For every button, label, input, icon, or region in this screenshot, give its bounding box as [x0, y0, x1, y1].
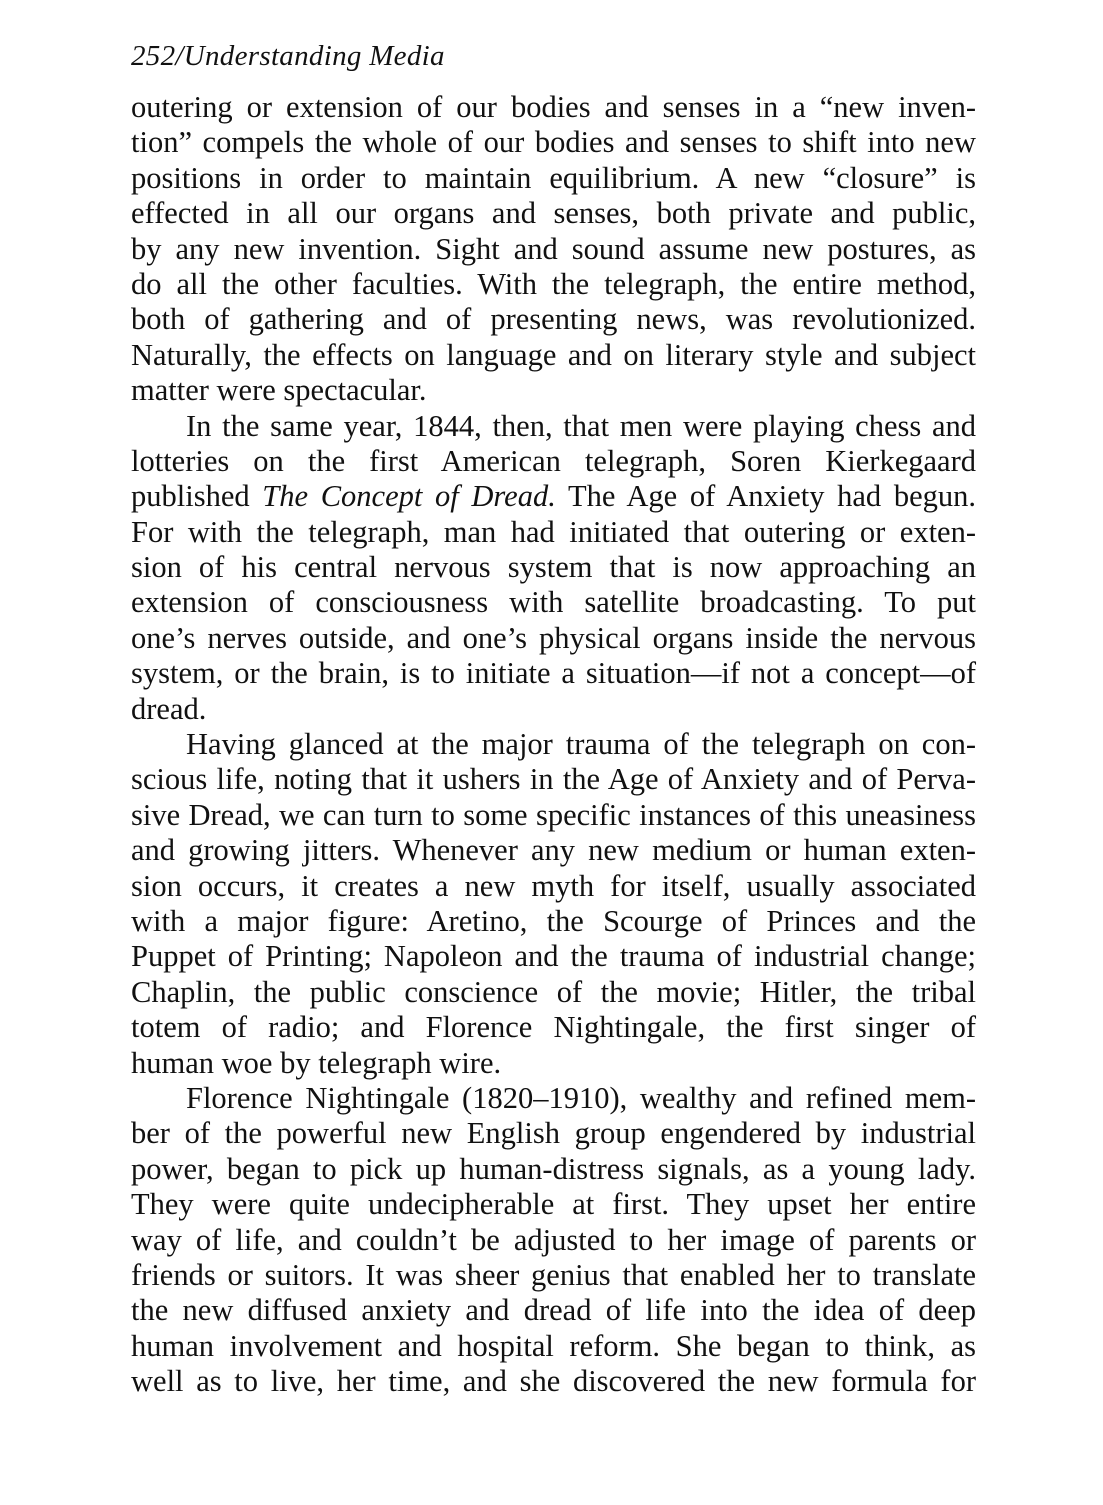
text-line: outering or extension of our bodies and senses in a “new inven- — [131, 90, 976, 124]
text-line: ber of the powerful new English group engendered by industrial — [131, 1116, 976, 1151]
text-line: published The Concept of Dread. The Age of Anxiety had begun. — [131, 479, 977, 514]
text-line: Chaplin, the public conscience of the movie; Hitler, the tribal — [131, 974, 976, 1009]
text-line: effected in all our organs and senses, both private and public, — [131, 196, 976, 231]
text-line: by any new invention. Sight and sound assume new postures, as — [131, 231, 976, 266]
page-number: 252 — [131, 40, 176, 72]
text-line: In the same year, 1844, then, that men were playing chess and — [186, 408, 976, 443]
text-line: positions in order to maintain equilibrium. A new “closure” is — [131, 160, 976, 195]
text-line: with a major figure: Aretino, the Scourge of Princes and the — [131, 903, 976, 938]
text-line: sion of his central nervous system that is now approaching an — [131, 550, 976, 585]
text-line: Having glanced at the major trauma of the telegraph on con- — [186, 727, 976, 762]
book-citation: The Concept of Dread. — [262, 479, 556, 514]
text-line: scious life, noting that it ushers in the Age of Anxiety and of Perva- — [131, 762, 976, 797]
text-line: matter were spectacular. — [131, 373, 427, 408]
text-line: sion occurs, it creates a new myth for itself, usually associated — [131, 868, 976, 903]
text-line: Naturally, the effects on language and on literary style and subject — [131, 337, 976, 372]
text-line: the new diffused anxiety and dread of life into the idea of deep — [131, 1293, 976, 1328]
book-title: Understanding Media — [183, 40, 445, 72]
text-line: Florence Nightingale (1820–1910), wealthy and refined mem- — [186, 1080, 976, 1115]
text-line: human woe by telegraph wire. — [131, 1045, 502, 1080]
text-line: tion” compels the whole of our bodies and senses to shift into new — [131, 125, 976, 160]
text-line: do all the other faculties. With the telegraph, the entire method, — [131, 266, 976, 301]
text-line: friends or suitors. It was sheer genius that enabled her to translate — [131, 1257, 976, 1292]
text-line: system, or the brain, is to initiate a situation—if not a concept—of — [131, 656, 976, 691]
text-line: lotteries on the first American telegraph, Soren Kierkegaard — [131, 443, 976, 478]
text-line: well as to live, her time, and she discovered the new formula for — [131, 1364, 976, 1399]
paragraph-4 — [131, 1081, 976, 1400]
text-line: sive Dread, we can turn to some specific instances of this uneasiness — [131, 797, 976, 832]
paragraph-3 — [131, 727, 976, 1081]
text-line: human involvement and hospital reform. She began to think, as — [131, 1328, 976, 1363]
text-line: dread. — [131, 691, 207, 726]
text-line: and growing jitters. Whenever any new medium or human exten- — [131, 833, 976, 868]
paragraph-2 — [131, 409, 976, 728]
book-page — [131, 38, 976, 1399]
text-line: extension of consciousness with satellite broadcasting. To put — [131, 585, 976, 620]
text-line: For with the telegraph, man had initiated that outering or exten- — [131, 514, 976, 549]
text-line: Puppet of Printing; Napoleon and the trauma of industrial change; — [131, 939, 976, 974]
text-line: both of gathering and of presenting news, was revolutionized. — [131, 302, 976, 337]
text-line: power, began to pick up human-distress signals, as a young lady. — [131, 1151, 976, 1186]
header-separator: / — [175, 40, 184, 72]
text-line: way of life, and couldn’t be adjusted to her image of parents or — [131, 1222, 976, 1257]
text-line: one’s nerves outside, and one’s physical organs inside the nervous — [131, 620, 976, 655]
paragraph-1 — [131, 90, 976, 409]
running-head — [131, 38, 976, 90]
text-line: totem of radio; and Florence Nightingale, the first singer of — [131, 1010, 976, 1045]
text-line: They were quite undecipherable at first. They upset her entire — [131, 1187, 976, 1222]
